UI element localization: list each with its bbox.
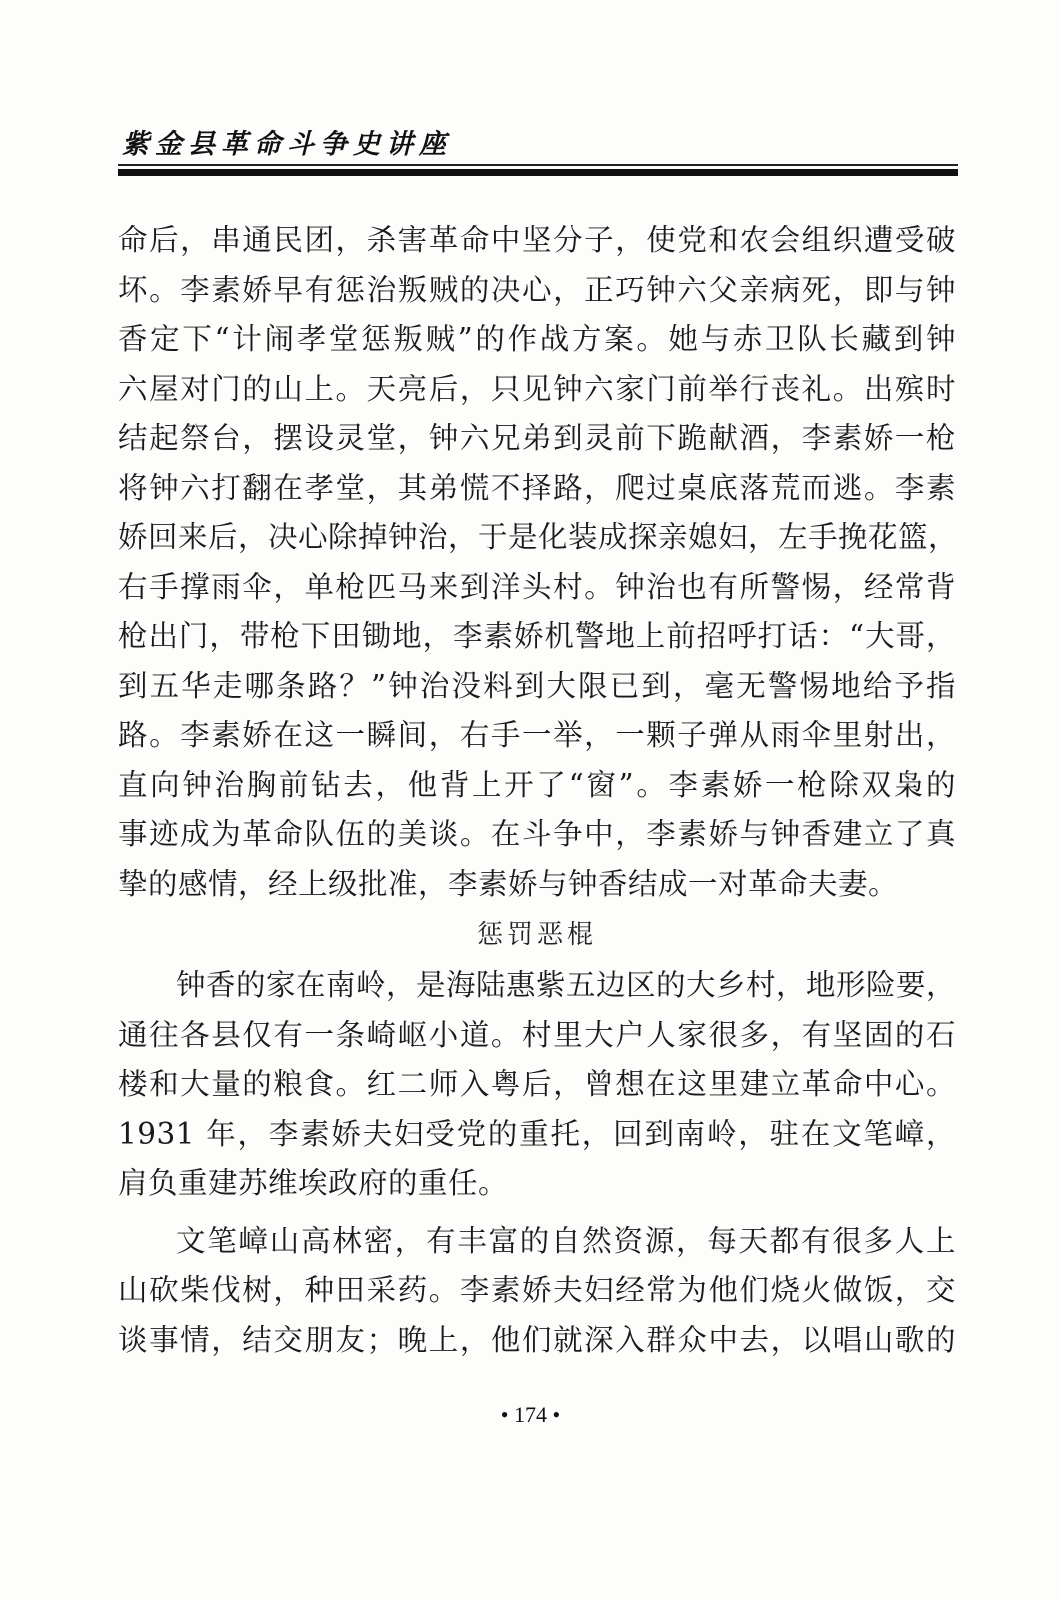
text-line: 1931 年，李素娇夫妇受党的重托，回到南岭，驻在文笔嶂， [118,1116,956,1151]
text-line: 六屋对门的山上。天亮后，只见钟六家门前举行丧礼。出殡时 [118,371,956,406]
text-line: 路。李素娇在这一瞬间，右手一举，一颗子弹从雨伞里射出， [118,718,956,752]
text-line: 文笔嶂山高林密，有丰富的自然资源，每天都有很多人上 [176,1223,956,1258]
text-line: 谈事情，结交朋友；晚上，他们就深入群众中去，以唱山歌的 [118,1322,956,1357]
text-line: 右手撑雨伞，单枪匹马来到洋头村。钟治也有所警惕，经常背 [118,569,956,604]
text-line: 事迹成为革命队伍的美谈。在斗争中，李素娇与钟香建立了真 [118,817,956,851]
paragraph-1 [118,216,959,909]
paragraph-3 [118,1217,956,1366]
text-line: 将钟六打翻在孝堂，其弟慌不择路，爬过桌底落荒而逃。李素 [118,470,956,505]
paragraph-2 [118,961,956,1209]
paragraph-gap [118,1209,956,1217]
running-head: 紫金县革命斗争史讲座 [122,129,452,160]
text-line: 枪出门，带枪下田锄地，李素娇机警地上前招呼打话：“大哥， [118,619,956,653]
text-line: 直向钟治胸前钻去，他背上开了“窗”。李素娇一枪除双枭的 [118,767,956,802]
text-line: 坏。李素娇早有惩治叛贼的决心，正巧钟六父亲病死，即与钟 [118,272,956,307]
body-text [118,216,959,1365]
header-rule-thin [118,164,958,166]
text-line: 肩负重建苏维埃政府的重任。 [118,1166,509,1200]
text-line: 结起祭台，摆设灵堂，钟六兄弟到灵前下跪献酒，李素娇一枪 [118,421,956,455]
text-line: 山砍柴伐树，种田采药。李素娇夫妇经常为他们烧火做饭，交 [118,1273,956,1307]
page-number: • 174 • [500,1402,561,1427]
section-heading: 惩罚恶棍 [476,920,597,950]
text-line: 到五华走哪条路？”钟治没料到大限已到，毫无警惕地给予指 [118,668,956,703]
text-line: 香定下“计闹孝堂惩叛贼”的作战方案。她与赤卫队长藏到钟 [118,322,956,356]
text-line: 命后，串通民团，杀害革命中坚分子，使党和农会组织遭受破 [118,223,956,257]
text-line: 通往各县仅有一条崎岖小道。村里大户人家很多，有坚固的石 [118,1017,956,1052]
text-line: 娇回来后，决心除掉钟治，于是化装成探亲媳妇，左手挽花篮， [118,520,959,554]
header-rule-thick [118,169,958,176]
text-line: 挚的感情，经上级批准，李素娇与钟香结成一对革命夫妻。 [118,866,899,901]
text-line: 钟香的家在南岭，是海陆惠紫五边区的大乡村，地形险要， [176,968,957,1002]
text-line: 楼和大量的粮食。红二师入粤后，曾想在这里建立革命中心。 [118,1067,956,1101]
